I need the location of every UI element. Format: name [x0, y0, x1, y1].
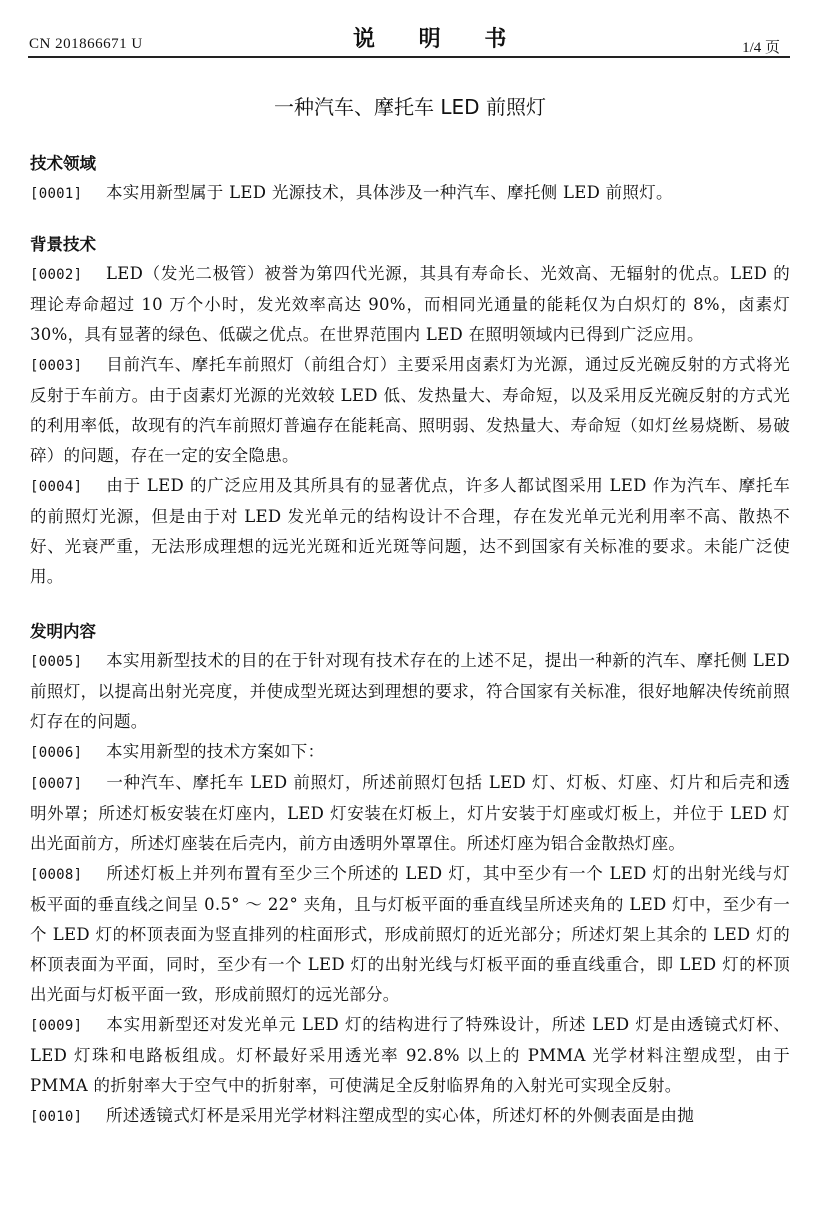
- paragraph-text: 本实用新型技术的目的在于针对现有技术存在的上述不足，提出一种新的汽车、摩托侧 LED 前照灯，以提高出射光亮度，并使成型光斑达到理想的要求，符合国家有关标准，很好地解决传统前照灯存在的问题。: [30, 651, 790, 731]
- section-summary: [30, 618, 790, 1132]
- paragraph-text: 一种汽车、摩托车 LED 前照灯，所述前照灯包括 LED 灯、灯板、灯座、灯片和后壳和透明外罩；所述灯板安装在灯座内，LED 灯安装在灯板上，灯片安装于灯座或灯板上，并位于 LED 灯出光面前方，所述灯座装在后壳内，前方由透明外罩罩住。所述灯座为铝合金散热灯座。: [30, 773, 790, 853]
- paragraph-text: 所述灯板上并列布置有至少三个所述的 LED 灯，其中至少有一个 LED 灯的出射光线与灯板平面的垂直线之间呈 0.5° ～ 22° 夹角，且与灯板平面的垂直线呈所述夹角的 LED 灯中，至少有一个 LED 灯的杯顶表面为竖直排列的柱面形式，形成前照灯的近光部分；所述灯架上其余的 LED 灯的杯顶表面为平面，同时，至少有一个 LED 灯的出射光线与灯板平面的垂直线重合，即 LED 灯的杯顶出光面与灯板平面一致，形成前照灯的远光部分。: [30, 864, 790, 1004]
- paragraph: [30, 350, 790, 471]
- header-divider: [28, 56, 790, 58]
- paragraph-text: 目前汽车、摩托车前照灯（前组合灯）主要采用卤素灯为光源，通过反光碗反射的方式将光反射于车前方。由于卤素灯光源的光效较 LED 低、发热量大、寿命短，以及采用反光碗反射的方式光的利用率低，故现有的汽车前照灯普遍存在能耗高、照明弱、发热量大、寿命短（如灯丝易烧断、易破碎）的问题，存在一定的安全隐患。: [30, 355, 790, 465]
- paragraph-text: 本实用新型还对发光单元 LED 灯的结构进行了特殊设计，所述 LED 灯是由透镜式灯杯、LED 灯珠和电路板组成。灯杯最好采用透光率 92.8% 以上的 PMMA 光学材料注塑成型，由于 PMMA 的折射率大于空气中的折射率，可使满足全反射临界角的入射光可实现全反射。: [30, 1015, 790, 1095]
- paragraph: [30, 737, 790, 768]
- section-spacer: [30, 592, 790, 618]
- paragraph-text: LED（发光二极管）被誉为第四代光源，其具有寿命长、光效高、无辐射的优点。LED 的理论寿命超过 10 万个小时，发光效率高达 90%，而相同光通量的能耗仅为白炽灯的 8%，卤素灯 30%，具有显著的绿色、低碳之优点。在世界范围内 LED 在照明领域内已得到广泛应用。: [30, 264, 790, 344]
- section-background: [30, 231, 790, 592]
- section-spacer: [30, 209, 790, 231]
- section-technical-field: [30, 150, 790, 209]
- page-header: [0, 0, 820, 60]
- paragraph-number: [0003]: [30, 358, 83, 374]
- section-heading: 技术领域: [30, 154, 96, 173]
- paragraph: [30, 178, 790, 209]
- paragraph: [30, 1101, 790, 1132]
- paragraph: [30, 859, 790, 1010]
- paragraph-text: 所述透镜式灯杯是采用光学材料注塑成型的实心体，所述灯杯的外侧表面是由抛: [106, 1106, 694, 1125]
- paragraph-text: 由于 LED 的广泛应用及其所具有的显著优点，许多人都试图采用 LED 作为汽车、摩托车的前照灯光源，但是由于对 LED 发光单元的结构设计不合理，存在发光单元光利用率不高、散热不好、光衰严重，无法形成理想的远光光斑和近光斑等问题，达不到国家有关标准的要求。未能广泛使用。: [30, 476, 790, 586]
- paragraph-number: [0002]: [30, 267, 83, 283]
- paragraph-text: 本实用新型的技术方案如下：: [106, 742, 325, 761]
- document-body: [30, 150, 790, 1132]
- paragraph-number: [0008]: [30, 867, 83, 883]
- publication-number: CN 201866671 U: [29, 36, 143, 52]
- paragraph-text: 本实用新型属于 LED 光源技术，具体涉及一种汽车、摩托侧 LED 前照灯。: [106, 183, 673, 202]
- paragraph-number: [0007]: [30, 776, 83, 792]
- paragraph-number: [0004]: [30, 479, 83, 495]
- paragraph: [30, 471, 790, 592]
- paragraph-number: [0005]: [30, 654, 83, 670]
- paragraph: [30, 646, 790, 737]
- paragraph: [30, 768, 790, 859]
- page-indicator: 1/4 页: [742, 40, 780, 56]
- paragraph: [30, 1010, 790, 1101]
- document-kind-label: 说 明 书: [353, 27, 525, 52]
- paragraph-number: [0006]: [30, 745, 83, 761]
- paragraph-number: [0010]: [30, 1109, 83, 1125]
- paragraph-number: [0009]: [30, 1018, 83, 1034]
- paragraph: [30, 259, 790, 350]
- section-heading: 发明内容: [30, 622, 96, 641]
- paragraph-number: [0001]: [30, 186, 83, 202]
- section-heading: 背景技术: [30, 235, 96, 254]
- document-title: 一种汽车、摩托车 LED 前照灯: [274, 95, 546, 119]
